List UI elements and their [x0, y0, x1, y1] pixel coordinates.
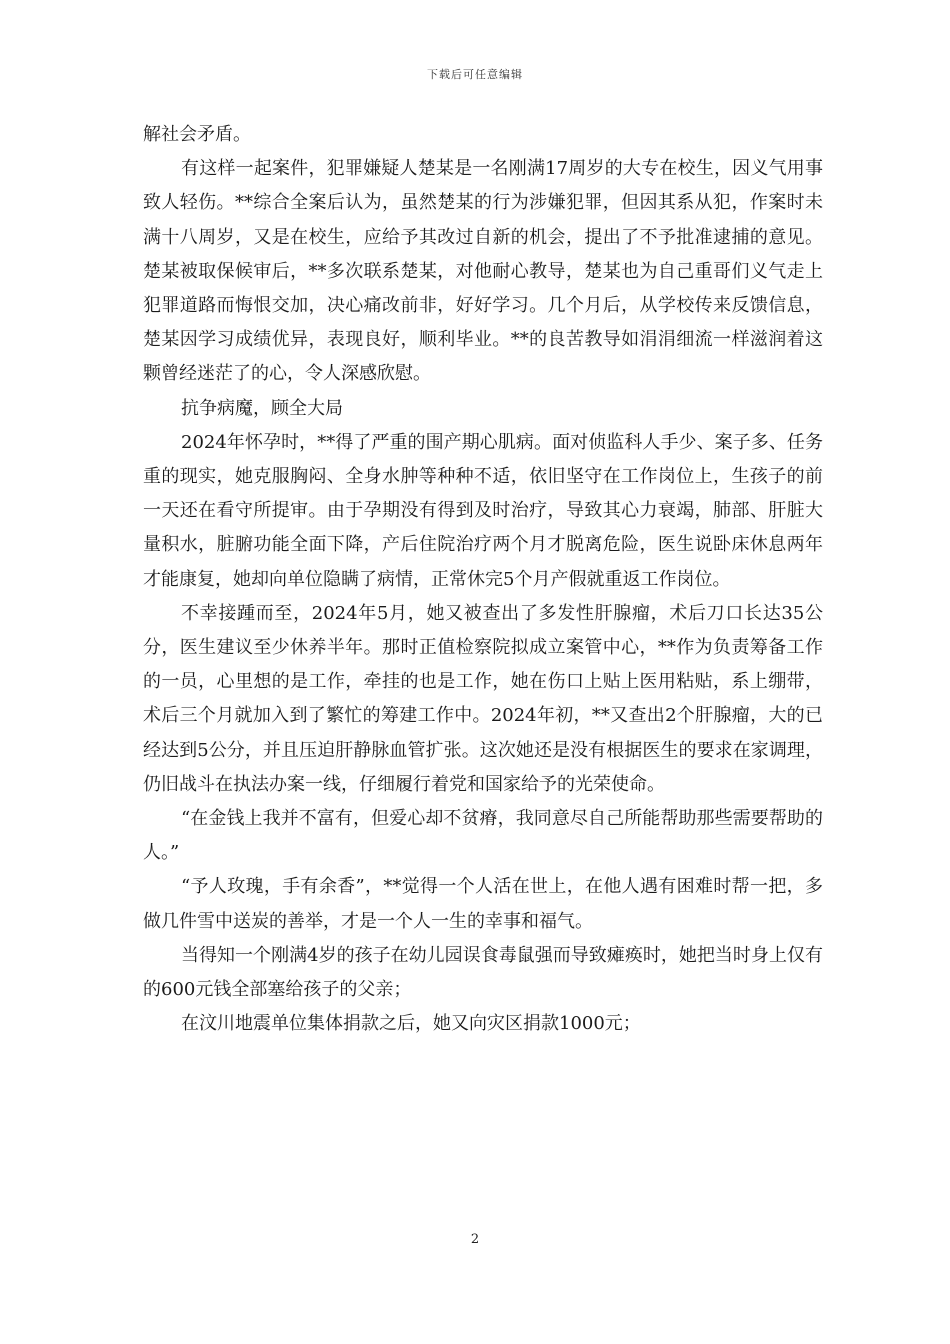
- page-number: 2: [470, 1232, 480, 1247]
- paragraph-4: 不幸接踵而至，2024年5月，她又被查出了多发性肝腺瘤，术后刀口长达35公分，医生建议至少休养半年。那时正值检察院拟成立案管中心，**作为负责筹备工作的一员，心里想的是工作，牵挂的也是工作，她在伤口上贴上医用粘贴，系上绷带，术后三个月就加入到了繁忙的筹建工作中。2024年初，**又查出2个肝腺瘤，大的已经达到5公分，并且压迫肝静脉血管扩张。这次她还是没有根据医生的要求在家调理，仍旧战斗在执法办案一线，仔细履行着党和国家给予的光荣使命。: [143, 602, 823, 795]
- paragraph-7: 当得知一个刚满4岁的孩子在幼儿园误食毒鼠强而导致瘫痪时，她把当时身上仅有的600元钱全部塞给孩子的父亲；: [143, 944, 823, 1001]
- document-body: [143, 118, 823, 1041]
- section-heading: 抗争病魔，顾全大局: [181, 397, 343, 419]
- paragraph-8: 在汶川地震单位集体捐款之后，她又向灾区捐款1000元；: [181, 1013, 641, 1035]
- paragraph-2: 有这样一起案件，犯罪嫌疑人楚某是一名刚满17周岁的大专在校生，因义气用事致人轻伤。**综合全案后认为，虽然楚某的行为涉嫌犯罪，但因其系从犯，作案时未满十八周岁，又是在校生，应给予其改过自新的机会，提出了不予批准逮捕的意见。楚某被取保候审后，**多次联系楚某，对他耐心教导，楚某也为自己重哥们义气走上犯罪道路而悔恨交加，决心痛改前非，好好学习。几个月后，从学校传来反馈信息，楚某因学习成绩优异，表现良好，顺利毕业。**的良苦教导如涓涓细流一样滋润着这颗曾经迷茫了的心，令人深感欣慰。: [143, 158, 823, 385]
- paragraph-6: “予人玫瑰，手有余香”，**觉得一个人活在世上，在他人遇有困难时帮一把，多做几件雪中送炭的善举，才是一个人一生的幸事和福气。: [143, 876, 823, 932]
- paragraph-5: “在金钱上我并不富有，但爱心却不贫瘠，我同意尽自己所能帮助那些需要帮助的人。”: [143, 808, 823, 864]
- paragraph-3: 2024年怀孕时，**得了严重的围产期心肌病。面对侦监科人手少、案子多、任务重的现实，她克服胸闷、全身水肿等种种不适，依旧坚守在工作岗位上，生孩子的前一天还在看守所提审。由于孕期没有得到及时治疗，导致其心力衰竭，肺部、肝脏大量积水，脏腑功能全面下降，产后住院治疗两个月才脱离危险，医生说卧床休息两年才能康复，她却向单位隐瞒了病情，正常休完5个月产假就重返工作岗位。: [143, 431, 823, 590]
- page-header: 下载后可任意编辑: [427, 68, 523, 81]
- paragraph-1: 解社会矛盾。: [143, 124, 251, 145]
